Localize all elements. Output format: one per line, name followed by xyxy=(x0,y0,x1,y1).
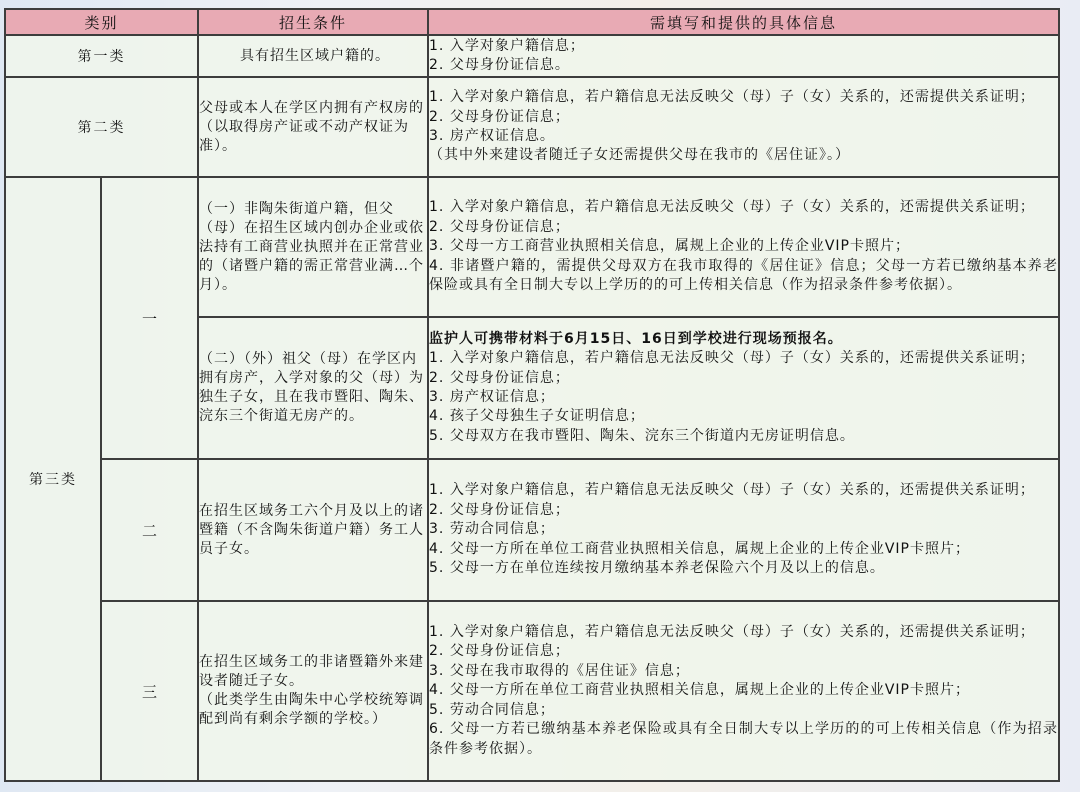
info-cell xyxy=(428,459,1059,601)
info-line: 5. 劳动合同信息； xyxy=(429,701,555,718)
info-line: 4. 父母一方所在单位工商营业执照相关信息，属规上企业的上传企业VIP卡照片； xyxy=(429,540,970,557)
info-line: 3. 房产权证信息。 xyxy=(429,128,555,144)
info-line: 1. 入学对象户籍信息，若户籍信息无法反映父（母）子（女）关系的，还需提供关系证明； xyxy=(429,89,1035,106)
condition-cell: 父母或本人在学区内拥有产权房的（以取得房产证或不动产权证为准）。 xyxy=(198,77,428,177)
info-cell xyxy=(428,177,1059,317)
subcategory-label: 二 xyxy=(101,459,198,601)
info-cell xyxy=(428,77,1059,177)
header-condition: 招生条件 xyxy=(198,9,428,35)
info-line: 1. 入学对象户籍信息，若户籍信息无法反映父（母）子（女）关系的，还需提供关系证明； xyxy=(429,624,1035,641)
info-line: 2. 父母身份证信息； xyxy=(429,501,570,518)
info-line: 5. 父母一方在单位连续按月缴纳基本养老保险六个月及以上的信息。 xyxy=(429,560,885,577)
table-row-cat2 xyxy=(5,77,1059,177)
info-line: 2. 父母身份证信息； xyxy=(429,643,570,660)
condition-cell: 具有招生区域户籍的。 xyxy=(198,35,428,77)
info-cell xyxy=(428,601,1059,781)
admission-conditions-table xyxy=(4,8,1060,782)
info-line: 2. 父母身份证信息。 xyxy=(429,57,570,73)
table-row-cat3-2 xyxy=(5,459,1059,601)
info-line: 2. 父母身份证信息； xyxy=(429,369,570,386)
condition-cell xyxy=(198,601,428,781)
table-row-cat3-1a xyxy=(5,177,1059,317)
info-line: 1. 入学对象户籍信息； xyxy=(429,37,585,54)
condition-text: 在招生区域务工的非诸暨籍外来建设者随迁子女。 xyxy=(199,654,425,689)
subcategory-label: 一 xyxy=(101,177,198,459)
table-header-row xyxy=(5,9,1059,35)
category-label: 第三类 xyxy=(5,177,101,781)
info-line: 2. 父母身份证信息； xyxy=(429,218,570,235)
header-category: 类别 xyxy=(5,9,198,35)
info-line: 4. 孩子父母独生子女证明信息； xyxy=(429,408,645,425)
condition-cell: （二）（外）祖父（母）在学区内拥有房产，入学对象的父（母）为独生子女，且在我市暨阳、陶朱、浣东三个街道无房产的。 xyxy=(198,317,428,459)
table-row-cat3-3 xyxy=(5,601,1059,781)
info-line: 1. 入学对象户籍信息，若户籍信息无法反映父（母）子（女）关系的，还需提供关系证明； xyxy=(429,199,1035,216)
info-line: 3. 劳动合同信息； xyxy=(429,521,555,538)
subcategory-label: 三 xyxy=(101,601,198,781)
info-cell xyxy=(428,317,1059,459)
info-line: 5. 父母双方在我市暨阳、陶朱、浣东三个街道内无房证明信息。 xyxy=(429,427,855,444)
table-row-cat1 xyxy=(5,35,1059,77)
info-line: 3. 房产权证信息； xyxy=(429,389,555,405)
info-line: 4. 父母一方所在单位工商营业执照相关信息，属规上企业的上传企业VIP卡照片； xyxy=(429,682,970,699)
info-line: 2. 父母身份证信息； xyxy=(429,108,570,125)
info-line: 1. 入学对象户籍信息，若户籍信息无法反映父（母）子（女）关系的，还需提供关系证明； xyxy=(429,482,1035,499)
info-line: 1. 入学对象户籍信息，若户籍信息无法反映父（母）子（女）关系的，还需提供关系证明； xyxy=(429,350,1035,367)
condition-note: （此类学生由陶朱中心学校统筹调配到尚有剩余学额的学校。） xyxy=(199,692,425,727)
info-line: 3. 父母在我市取得的《居住证》信息； xyxy=(429,662,690,679)
category-label: 第二类 xyxy=(5,77,198,177)
info-line: 4. 非诸暨户籍的，需提供父母双方在我市取得的《居住证》信息；父母一方若已缴纳基本养老保险或具有全日制大专以上学历的的可上传相关信息（作为招录条件参考依据）。 xyxy=(429,257,1059,294)
notice-text: 监护人可携带材料于6月15日、16日到学校进行现场预报名。 xyxy=(429,330,843,347)
info-cell xyxy=(428,35,1059,77)
category-label: 第一类 xyxy=(5,35,198,77)
header-info: 需填写和提供的具体信息 xyxy=(428,9,1059,35)
condition-cell: 在招生区域务工六个月及以上的诸暨籍（不含陶朱街道户籍）务工人员子女。 xyxy=(198,459,428,601)
info-line: （其中外来建设者随迁子女还需提供父母在我市的《居住证》。） xyxy=(429,147,851,164)
info-line: 6. 父母一方若已缴纳基本养老保险或具有全日制大专以上学历的的可上传相关信息（作为招录条件参考依据）。 xyxy=(429,721,1059,757)
info-line: 3. 父母一方工商营业执照相关信息，属规上企业的上传企业VIP卡照片； xyxy=(429,238,910,255)
condition-cell: （一）非陶朱街道户籍，但父（母）在招生区域内创办企业或依法持有工商营业执照并在正常营业的（诸暨户籍的需正常营业满…个月）。 xyxy=(198,177,428,317)
